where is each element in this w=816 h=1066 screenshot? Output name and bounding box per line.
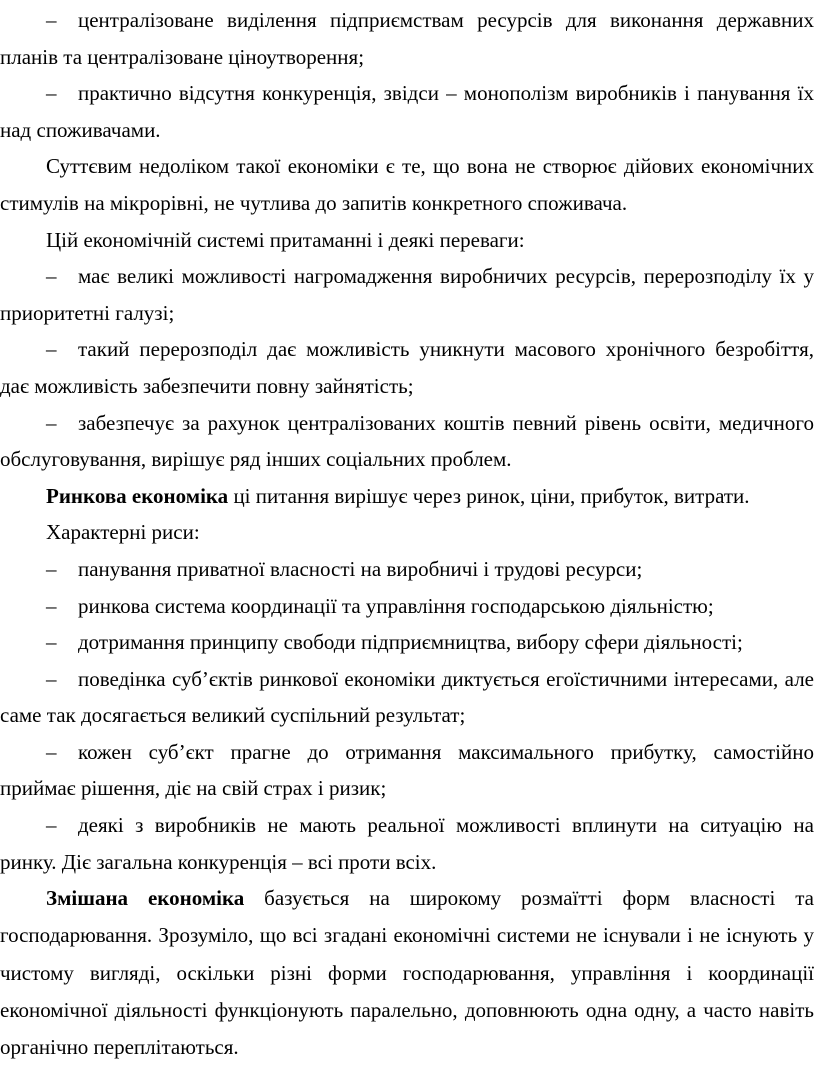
- body-paragraph: [0, 148, 816, 221]
- paragraph-text: забезпечує за рахунок централізованих коштів певний рівень освіти, медичного обслуговування, вирішує ряд інших соціальних проблем.: [0, 410, 814, 472]
- bold-term: Змішана економіка: [46, 886, 245, 911]
- paragraph-text: деякі з виробників не мають реальної можливості вплинути на ситуацію на ринку. Діє загальна конкуренція – всі проти всіх.: [0, 813, 814, 874]
- paragraph-text: практично відсутня конкуренція, звідси – монополізм виробників і панування їх над споживачами.: [0, 81, 814, 142]
- dash-marker: –: [46, 813, 57, 838]
- dash-marker: –: [46, 264, 57, 289]
- bullet-paragraph: [0, 661, 816, 734]
- paragraph-text: Суттєвим недоліком такої економіки є те, що вона не створює дійових економічних стимулів на мікрорівні, не чутлива до запитів конкретного споживача.: [0, 154, 814, 215]
- paragraph-text: дотримання принципу свободи підприємництва, вибору сфери діяльності;: [78, 630, 743, 655]
- paragraph-text: Характерні риси:: [46, 520, 200, 545]
- dash-marker: –: [46, 630, 57, 655]
- dash-marker: –: [46, 337, 57, 362]
- bullet-paragraph: [0, 258, 816, 331]
- section-paragraph-market-economy: [0, 478, 816, 515]
- section-paragraph-mixed-economy: [0, 880, 816, 1066]
- body-paragraph: [0, 514, 816, 551]
- bullet-paragraph: [0, 807, 816, 880]
- dash-marker: –: [46, 666, 57, 691]
- bold-term: Ринкова економіка: [46, 483, 229, 508]
- paragraph-text: базується на широкому розмаїтті форм власності та господарювання. Зрозуміло, що всі згадані економічні системи не існували і не існують у чистому вигляді, оскільки різні форми господарювання, управління і координації економічної діяльності функціонують паралельно, доповнюють одна одну, а часто навіть органічно переплітаються.: [0, 886, 814, 1060]
- dash-marker: –: [46, 593, 57, 618]
- dash-marker: –: [46, 556, 57, 581]
- paragraph-text: має великі можливості нагромадження виробничих ресурсів, перерозподілу їх у приоритетні галузі;: [0, 264, 814, 325]
- paragraph-text: ці питання вирішує через ринок, ціни, прибуток, витрати.: [228, 483, 750, 508]
- paragraph-text: кожен суб’єкт прагне до отримання максимального прибутку, самостійно приймає рішення, діє на свій страх і ризик;: [0, 739, 814, 801]
- bullet-paragraph: [0, 75, 816, 148]
- body-paragraph: [0, 222, 816, 259]
- bullet-paragraph: [0, 588, 816, 625]
- bullet-paragraph: [0, 2, 816, 75]
- paragraph-text: Цій економічній системі притаманні і деякі переваги:: [46, 227, 525, 252]
- paragraph-text: поведінка суб’єктів ринкової економіки диктується егоїстичними інтересами, але саме так досягається великий суспільний результат;: [0, 666, 814, 728]
- dash-marker: –: [46, 8, 57, 32]
- dash-marker: –: [46, 739, 57, 764]
- paragraph-text: ринкова система координації та управління господарською діяльністю;: [78, 593, 714, 618]
- bullet-paragraph: [0, 551, 816, 588]
- bullet-paragraph: [0, 624, 816, 661]
- bullet-paragraph: [0, 405, 816, 478]
- dash-marker: –: [46, 410, 57, 435]
- paragraph-text: централізоване виділення підприємствам ресурсів для виконання державних планів та централізоване ціноутворення;: [0, 8, 814, 69]
- bullet-paragraph: [0, 331, 816, 404]
- paragraph-text: такий перерозподіл дає можливість уникнути масового хронічного безробіття, дає можливість забезпечити повну зайнятість;: [0, 337, 814, 398]
- paragraph-text: панування приватної власності на виробничі і трудові ресурси;: [78, 556, 643, 581]
- bullet-paragraph: [0, 734, 816, 807]
- dash-marker: –: [46, 81, 57, 106]
